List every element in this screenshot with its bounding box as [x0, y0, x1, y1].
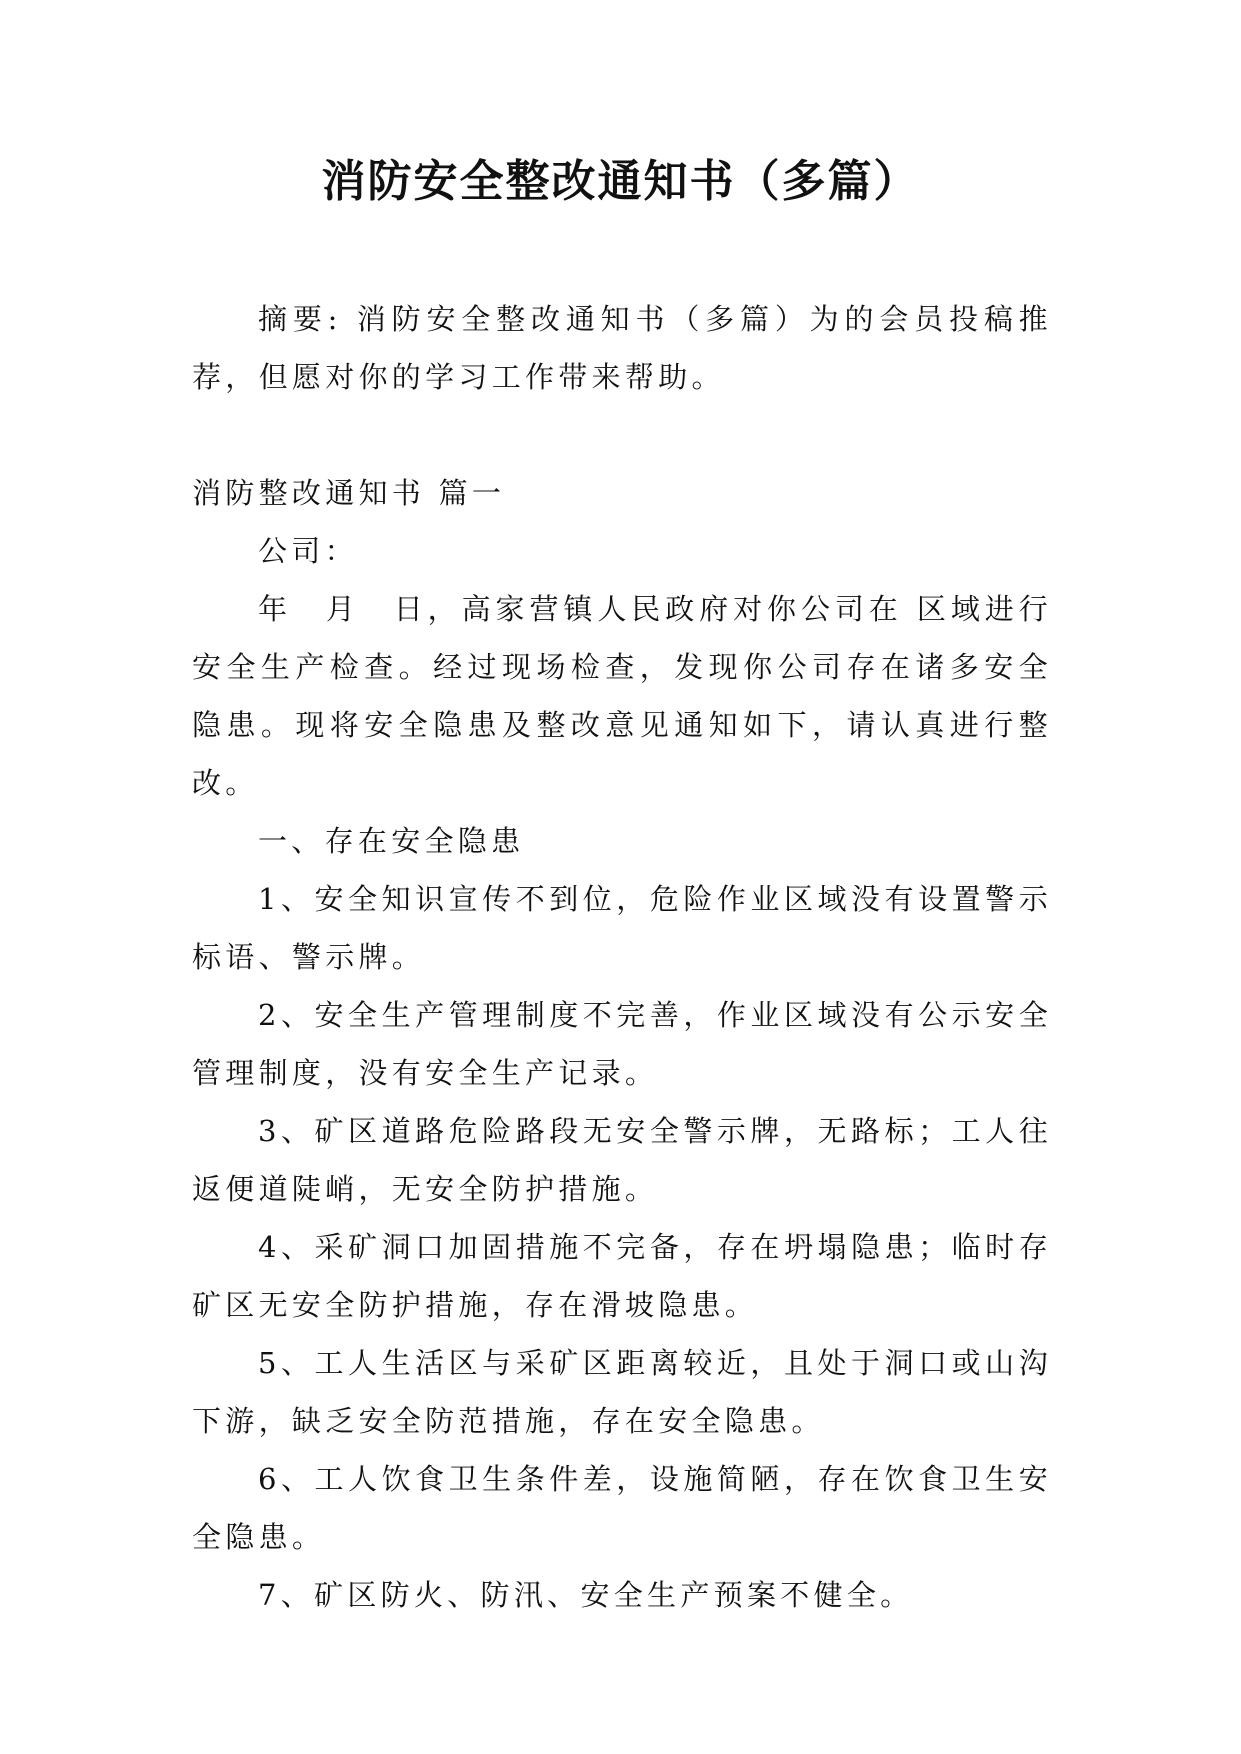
hazard-item-5: 5、工人生活区与采矿区距离较近，且处于洞口或山沟下游，缺乏安全防范措施，存在安全隐患。 — [192, 1346, 1052, 1438]
document-title: 消防安全整改通知书（多篇） — [321, 156, 920, 207]
intro-paragraph: 年 月 日，高家营镇人民政府对你公司在 区域进行安全生产检查。经过现场检查，发现你公司存在诸多安全隐患。现将安全隐患及整改意见通知如下，请认真进行整改。 — [192, 592, 1052, 800]
hazard-item-3: 3、矿区道路危险路段无安全警示牌，无路标；工人往返便道陡峭，无安全防护措施。 — [192, 1114, 1052, 1206]
hazard-item-7: 7、矿区防火、防汛、安全生产预案不健全。 — [258, 1578, 914, 1612]
hazard-item-6: 6、工人饮食卫生条件差，设施简陋，存在饮食卫生安全隐患。 — [192, 1462, 1052, 1554]
hazard-item-1: 1、安全知识宣传不到位，危险作业区域没有设置警示标语、警示牌。 — [192, 882, 1052, 974]
addressee-line: 公司： — [258, 534, 358, 568]
hazards-heading: 一、存在安全隐患 — [258, 824, 525, 858]
section-heading: 消防整改通知书 篇一 — [192, 476, 506, 510]
document-body — [192, 290, 1052, 1624]
hazard-item-2: 2、安全生产管理制度不完善，作业区域没有公示安全管理制度，没有安全生产记录。 — [192, 998, 1052, 1090]
abstract-paragraph: 摘要: 消防安全整改通知书（多篇）为的会员投稿推荐，但愿对你的学习工作带来帮助。 — [192, 302, 1052, 394]
hazard-item-4: 4、采矿洞口加固措施不完备，存在坍塌隐患；临时存矿区无安全防护措施，存在滑坡隐患。 — [192, 1230, 1052, 1322]
